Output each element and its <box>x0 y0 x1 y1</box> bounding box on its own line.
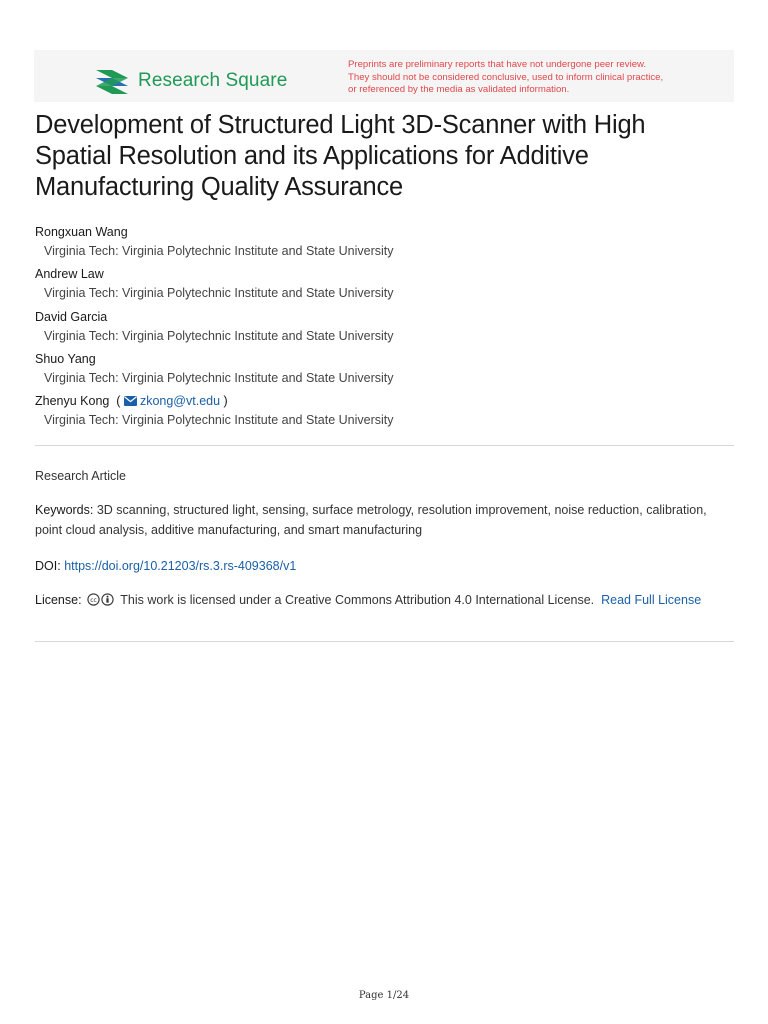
author-affiliation: Virginia Tech: Virginia Polytechnic Institute and State University <box>44 413 394 428</box>
author-name: Andrew Law <box>35 267 104 282</box>
disclaimer-line: They should not be considered conclusive, used to inform clinical practice, <box>348 71 664 83</box>
author-entry <box>35 309 735 351</box>
keywords <box>35 500 725 540</box>
research-square-logo-icon <box>94 66 130 96</box>
keywords-text: 3D scanning, structured light, sensing, surface metrology, resolution improvement, noise reduction, calibration, point cloud analysis, additive manufacturing, and smart manufacturing <box>35 503 707 537</box>
brand-name: Research Square <box>138 70 288 91</box>
svg-text:cc: cc <box>90 597 97 604</box>
disclaimer-line: or referenced by the media as validated information. <box>348 84 570 96</box>
author-email: zkong@vt.edu <box>139 394 221 409</box>
license <box>35 590 725 610</box>
disclaimer-line: Preprints are preliminary reports that have not undergone peer review. <box>348 59 647 70</box>
creative-commons-icon <box>87 593 115 606</box>
author-name: Zhenyu Kong <box>35 394 110 409</box>
paper-title: Development of Structured Light 3D-Scanner with High Spatial Resolution and its Applications for Additive Manufacturing Quality Assurance <box>35 111 646 201</box>
doi <box>35 556 725 576</box>
author-entry <box>35 224 735 266</box>
author-affiliation: Virginia Tech: Virginia Polytechnic Institute and State University <box>44 286 394 301</box>
author-entry <box>35 393 735 435</box>
author-email-link[interactable] <box>124 394 220 408</box>
section-divider <box>35 641 734 642</box>
article-type: Research Article <box>35 469 127 483</box>
author-affiliation: Virginia Tech: Virginia Polytechnic Institute and State University <box>44 328 394 343</box>
page-number: Page 1/24 <box>358 990 410 1001</box>
license-label: License: <box>35 593 82 607</box>
author-affiliation: Virginia Tech: Virginia Polytechnic Institute and State University <box>44 244 394 258</box>
author-entry <box>35 266 735 308</box>
doi-label: DOI: <box>35 559 61 573</box>
envelope-icon <box>124 396 137 406</box>
author-name-with-email: Zhenyu Kong ( zkong@vt.edu ) <box>35 394 228 409</box>
author-entry <box>35 351 735 393</box>
preprint-disclaimer <box>348 59 728 97</box>
keywords-label: Keywords: <box>35 503 94 517</box>
author-name: David Garcia <box>35 309 108 324</box>
research-square-logo[interactable] <box>94 66 287 96</box>
doi-link[interactable]: https://doi.org/10.21203/rs.3.rs-409368/v1 <box>64 559 297 573</box>
section-divider <box>35 445 734 446</box>
license-text: This work is licensed under a Creative Commons Attribution 4.0 International License. <box>120 593 595 607</box>
read-full-license-link[interactable]: Read Full License <box>601 593 702 607</box>
author-name: Rongxuan Wang <box>35 225 128 239</box>
author-affiliation: Virginia Tech: Virginia Polytechnic Institute and State University <box>44 370 394 385</box>
author-name: Shuo Yang <box>35 351 96 366</box>
author-list <box>35 224 735 435</box>
